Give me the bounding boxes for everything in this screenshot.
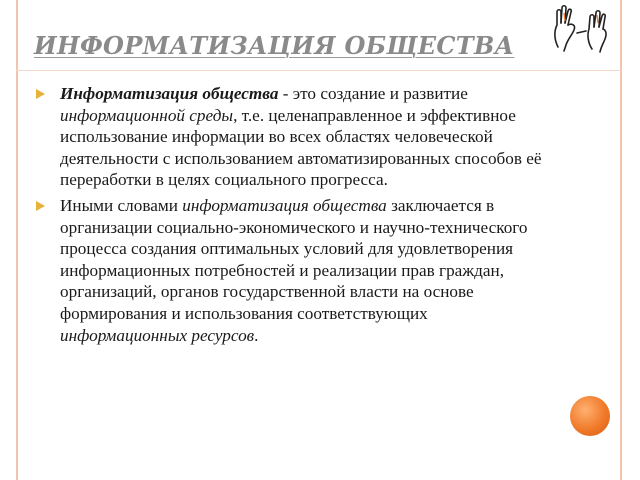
bullet-emphasis: информационной среды: [60, 105, 234, 125]
bullet-emphasis: информационных ресурсов: [60, 325, 255, 345]
slide-title: ИНФОРМАТИЗАЦИЯ ОБЩЕСТВА: [34, 31, 515, 60]
bullet-emphasis: информатизация общества: [182, 195, 387, 215]
frame-left-line: [16, 0, 18, 480]
frame-top-line: [16, 70, 622, 71]
decorative-circle: [570, 396, 610, 436]
hands-gesture-icon: [548, 3, 614, 55]
bullet-in-other-words: [36, 195, 556, 346]
bullet-text: - это создание и развитие: [278, 84, 468, 103]
bullet-arrow-icon: [36, 201, 45, 211]
content-body: [36, 83, 556, 350]
bullet-text: , т.е. целенаправленное и эффективное использование информации во всех областях человеческой деятельности с использованием автоматизированных способов её переработки в целях социального прогресса.: [60, 105, 542, 190]
bullet-text: .: [254, 325, 259, 345]
bullet-text: Иными словами: [60, 195, 183, 215]
bullet-text: заключается в организации социально-экономического и научно-технического процесса создания оптимальных условий для удовлетворения информационных потребностей и реализации прав граждан, организаций, органов государственной власти на основе формирования и использования соответствующих: [60, 195, 528, 323]
bullet-definition: [36, 83, 556, 191]
bullet-term: Информатизация общества: [60, 84, 279, 103]
frame-right-line: [620, 0, 622, 480]
bullet-arrow-icon: [36, 89, 45, 99]
